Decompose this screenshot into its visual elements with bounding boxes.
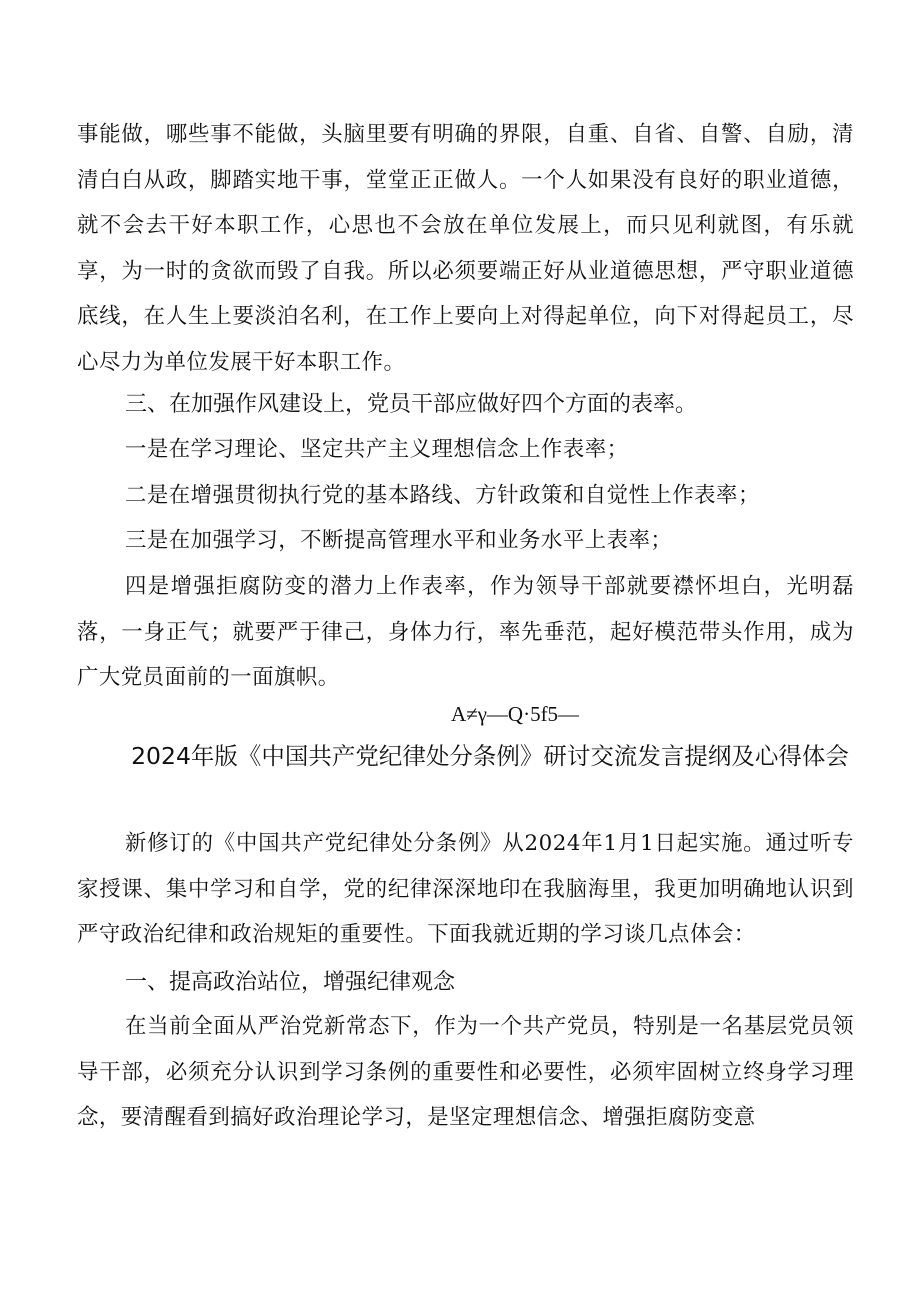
body-paragraph: 在当前全面从严治党新常态下，作为一个共产党员，特别是一名基层党员领导干部，必须充分认识到学习条例的重要性和必要性，必须牢固树立终身学习理念，要清醒看到搞好政治理论学习，是坚定理想信念、增强拒腐防变意 [77, 1014, 854, 1130]
separator-text: A≠γ—Q·5f5— [450, 702, 580, 726]
intro-paragraph: 新修订的《中国共产党纪律处分条例》从2024年1月1日起实施。通过听专家授课、集中学习和自学，党的纪律深深地印在我脑海里，我更加明确地认识到严守政治纪律和政治规矩的重要性。下面我就近期的学习谈几点体会： [77, 831, 854, 947]
section-1-heading: 一、提高政治站位，增强纪律观念 [125, 970, 456, 995]
list-item-2: 二是在增强贯彻执行党的基本路线、方针政策和自觉性上作表率； [125, 483, 760, 508]
list-item-1: 一是在学习理论、坚定共产主义理想信念上作表率； [125, 437, 629, 462]
article-title: 2024年版《中国共产党纪律处分条例》研讨交流发言提纲及心得体会 [131, 742, 849, 770]
top-paragraph: 事能做，哪些事不能做，头脑里要有明确的界限，自重、自省、自警、自励，清清白白从政，脚踏实地干事，堂堂正正做人。一个人如果没有良好的职业道德，就不会去干好本职工作，心思也不会放在单位发展上，而只见利就图，有乐就享，为一时的贪欲而毁了自我。所以必须要端正好从业道德思想，严守职业道德底线，在人生上要淡泊名利，在工作上要向上对得起单位，向下对得起员工，尽心尽力为单位发展干好本职工作。 [77, 122, 854, 375]
list-item-4: 四是增强拒腐防变的潜力上作表率，作为领导干部就要襟怀坦白，光明磊落，一身正气；就要严于律己，身体力行，率先垂范，起好模范带头作用，成为广大党员面前的一面旗帜。 [77, 574, 854, 690]
list-item-3: 三是在加强学习，不断提高管理水平和业务水平上表率； [125, 528, 673, 553]
section-3-heading: 三、在加强作风建设上，党员干部应做好四个方面的表率。 [125, 392, 698, 417]
